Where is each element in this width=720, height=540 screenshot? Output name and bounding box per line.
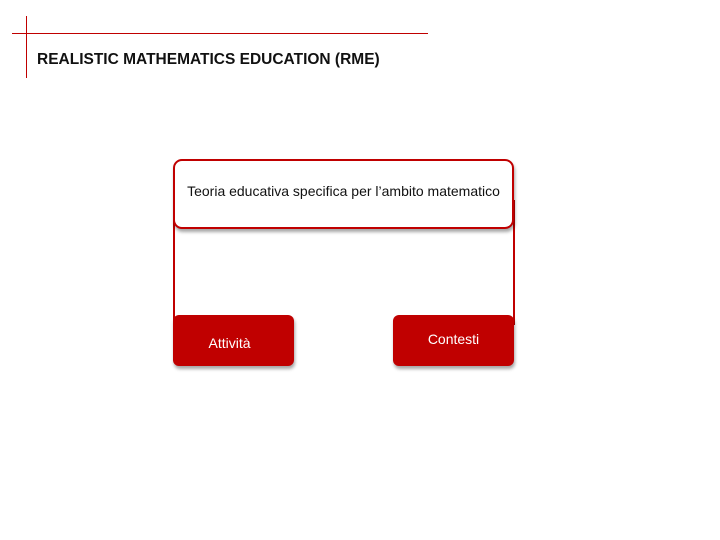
child-node-attivita	[173, 315, 294, 366]
child-node-label: Attività	[208, 334, 251, 351]
child-node-label: Contesti	[427, 330, 480, 347]
root-node	[173, 159, 514, 229]
decorative-horizontal-line	[12, 33, 428, 34]
decorative-vertical-line	[26, 16, 27, 78]
page-title: REALISTIC MATHEMATICS EDUCATION (RME)	[37, 51, 380, 68]
child-node-contesti	[393, 315, 514, 366]
root-node-label: Teoria educativa specifica per l’ambito matematico	[187, 183, 500, 199]
